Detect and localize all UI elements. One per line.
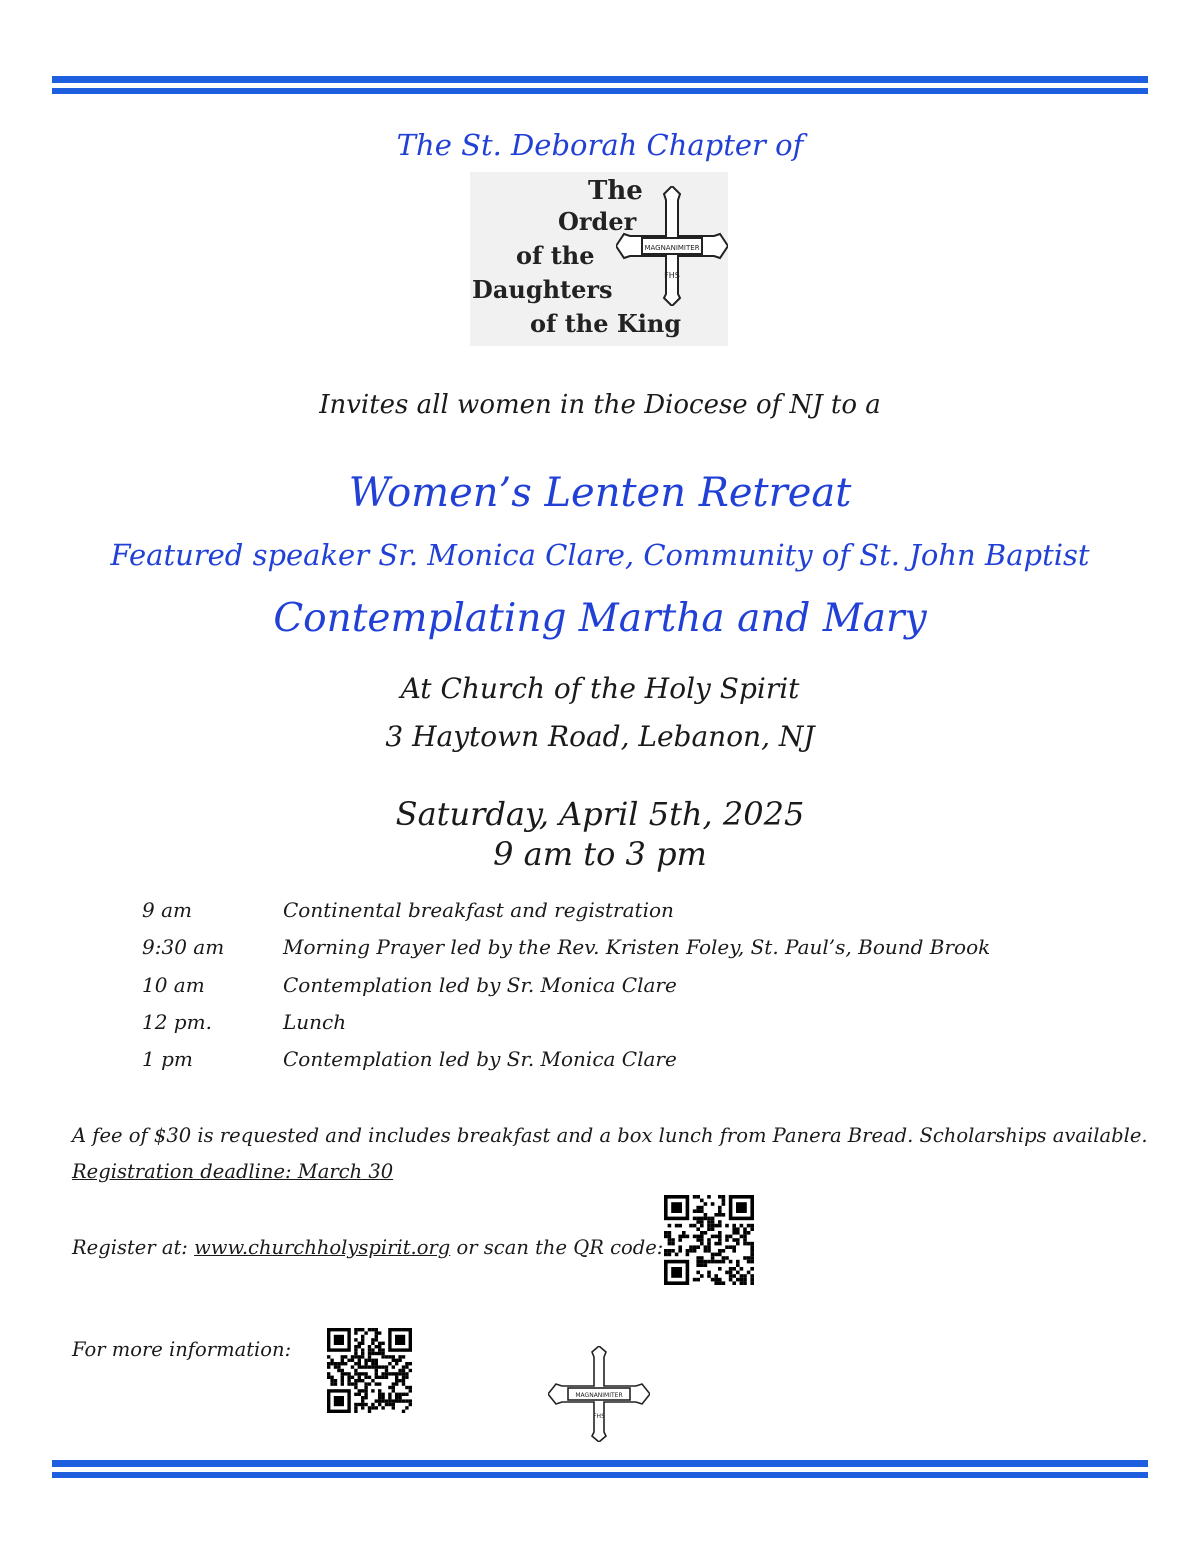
schedule (142, 898, 990, 1084)
event-theme: Contemplating Martha and Mary (273, 596, 927, 641)
event-date: Saturday, April 5th, 2025 (395, 795, 805, 833)
svg-text:MAGNANIMITER: MAGNANIMITER (575, 1392, 623, 1399)
schedule-row (142, 1010, 990, 1047)
schedule-activity: Contemplation led by Sr. Monica Clare (283, 972, 677, 997)
fee-note: A fee of $30 is requested and includes breakfast and a box lunch from Panera Bread. Scholarships available. (72, 1124, 1148, 1147)
schedule-row (142, 935, 990, 972)
logo-line-5: of the King (530, 309, 682, 338)
registration-deadline: Registration deadline: March 30 (72, 1160, 394, 1183)
svg-text:FHS: FHS (593, 1413, 605, 1420)
schedule-activity: Contemplation led by Sr. Monica Clare (283, 1047, 677, 1072)
top-divider (52, 76, 1148, 94)
venue: At Church of the Holy Spirit (400, 672, 800, 705)
register-suffix: or scan the QR code: (456, 1236, 664, 1259)
svg-text:MAGNANIMITER: MAGNANIMITER (644, 244, 700, 252)
event-title: Women’s Lenten Retreat (348, 470, 852, 516)
schedule-time: 10 am (142, 972, 205, 997)
schedule-row (142, 898, 990, 935)
schedule-activity: Lunch (283, 1009, 347, 1034)
order-logo (470, 172, 728, 346)
cross-icon (616, 186, 728, 306)
schedule-activity: Morning Prayer led by the Rev. Kristen Foley, St. Paul’s, Bound Brook (283, 935, 991, 960)
schedule-time: 1 pm (142, 1047, 193, 1072)
svg-text:FHS: FHS (664, 271, 680, 280)
venue-address: 3 Haytown Road, Lebanon, NJ (385, 720, 815, 753)
cross-emblem-icon (548, 1346, 650, 1442)
register-link[interactable]: www.churchholyspirit.org (194, 1236, 451, 1259)
schedule-row (142, 1047, 990, 1084)
schedule-time: 9:30 am (142, 935, 225, 960)
event-time: 9 am to 3 pm (493, 835, 707, 873)
register-qr-code[interactable] (664, 1195, 754, 1285)
schedule-activity: Continental breakfast and registration (283, 898, 674, 922)
logo-line-4: Daughters (472, 275, 613, 304)
info-qr-code[interactable] (327, 1328, 412, 1413)
schedule-time: 12 pm. (142, 1009, 212, 1034)
logo-line-2: Order (558, 207, 637, 236)
schedule-time: 9 am (142, 898, 192, 922)
schedule-row (142, 973, 990, 1010)
register-prefix: Register at: (72, 1236, 195, 1259)
logo-line-3: of the (516, 241, 595, 270)
chapter-line: The St. Deborah Chapter of (396, 128, 804, 162)
logo-line-1: The (588, 176, 643, 206)
more-info-label: For more information: (72, 1338, 292, 1361)
featured-speaker: Featured speaker Sr. Monica Clare, Community of St. John Baptist (110, 538, 1090, 572)
bottom-divider (52, 1460, 1148, 1478)
register-line (72, 1236, 663, 1259)
invitation-line: Invites all women in the Diocese of NJ to a (319, 390, 881, 420)
